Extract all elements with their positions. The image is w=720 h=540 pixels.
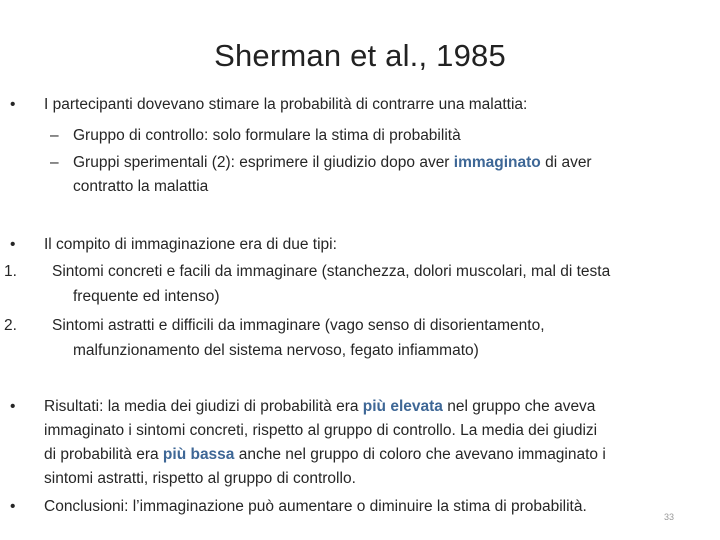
highlight-piu-bassa: più bassa bbox=[162, 446, 235, 463]
abstract-symptoms-text: Sintomi astratti e difficili da immaginare (vago senso di disorientamento, bbox=[52, 317, 545, 334]
concrete-symptoms-text-cont: frequente ed intenso) bbox=[73, 288, 220, 305]
bullet-marker: • bbox=[10, 236, 16, 253]
experimental-group-text: Gruppi sperimentali (2): esprimere il giudizio dopo aver immaginato di aver bbox=[73, 154, 592, 171]
results-text-line2: immaginato i sintomi concreti, rispetto al gruppo di controllo. La media dei giudizi bbox=[44, 422, 598, 439]
intro-text: I partecipanti dovevano stimare la probabilità di contrarre una malattia: bbox=[44, 96, 528, 113]
dash-marker: – bbox=[50, 154, 59, 171]
abstract-symptoms-text-cont: malfunzionamento del sistema nervoso, fegato infiammato) bbox=[73, 342, 479, 359]
experimental-group-text-cont: contratto la malattia bbox=[73, 178, 209, 195]
bullet-marker: • bbox=[10, 498, 16, 515]
highlight-immaginato: immaginato bbox=[453, 154, 541, 171]
results-text-line3: di probabilità era più bassa anche nel gruppo di coloro che avevano immaginato i bbox=[44, 446, 606, 463]
highlight-piu-elevata: più elevata bbox=[362, 398, 443, 415]
task-types-text: Il compito di immaginazione era di due tipi: bbox=[44, 236, 337, 253]
bullet-marker: • bbox=[10, 398, 16, 415]
bullet-marker: • bbox=[10, 96, 16, 113]
dash-marker: – bbox=[50, 127, 59, 144]
results-text-line4: sintomi astratti, rispetto al gruppo di controllo. bbox=[44, 470, 356, 487]
concrete-symptoms-text: Sintomi concreti e facili da immaginare (stanchezza, dolori muscolari, mal di testa bbox=[52, 263, 611, 280]
page-number: 33 bbox=[664, 512, 675, 522]
control-group-text: Gruppo di controllo: solo formulare la stima di probabilità bbox=[73, 127, 461, 144]
results-text: Risultati: la media dei giudizi di probabilità era più elevata nel gruppo che aveva bbox=[44, 398, 596, 415]
number-marker: 2. bbox=[4, 317, 17, 334]
slide-title: Sherman et al., 1985 bbox=[214, 38, 506, 73]
conclusions-text: Conclusioni: l’immaginazione può aumentare o diminuire la stima di probabilità. bbox=[44, 498, 587, 515]
number-marker: 1. bbox=[4, 263, 17, 280]
